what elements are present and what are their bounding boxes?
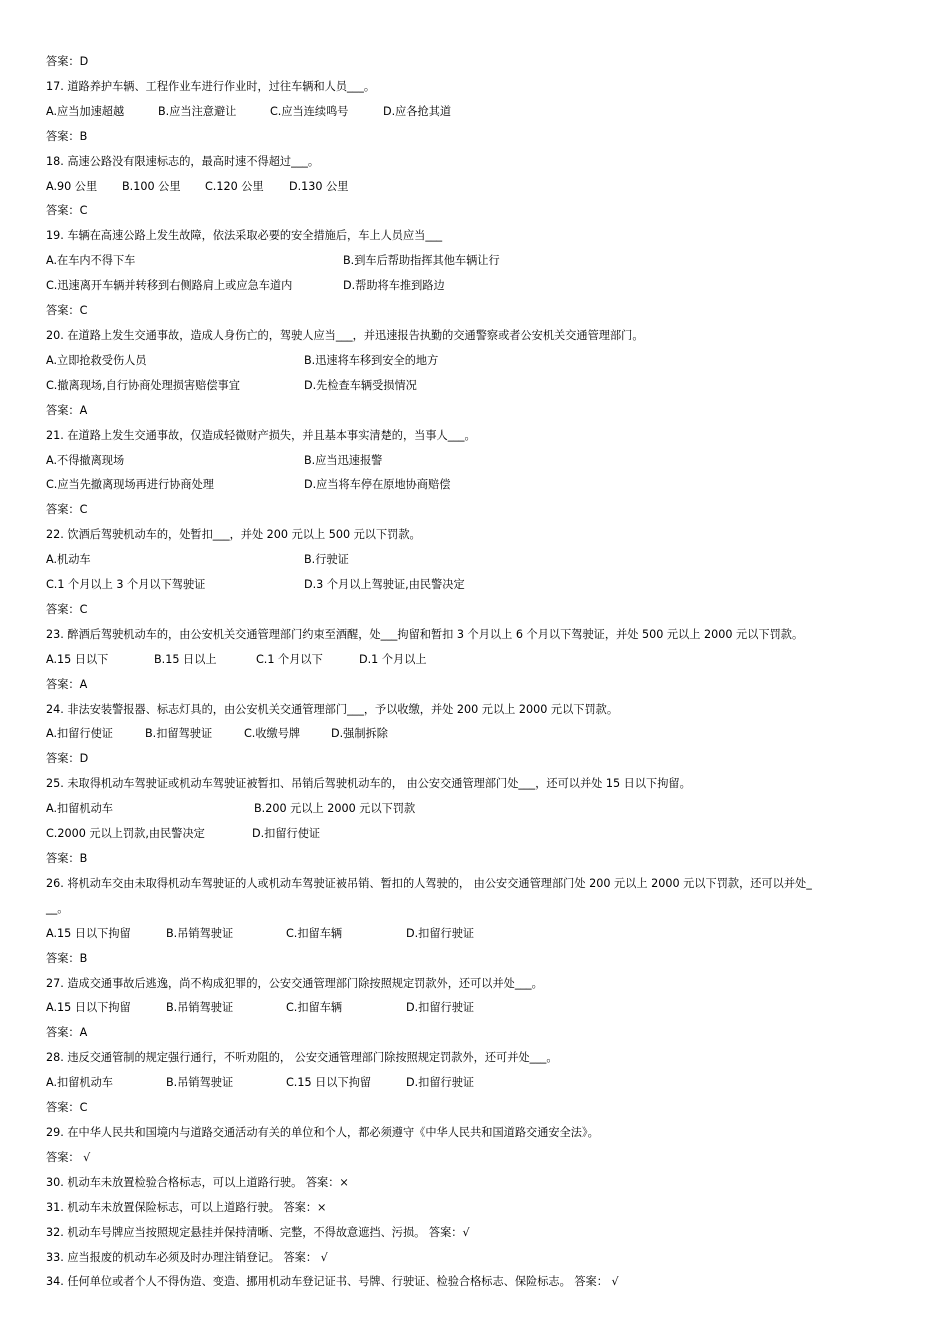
question-line: 17. 道路养护车辆、工程作业车进行作业时，过往车辆和人员___。 [46, 79, 376, 93]
answer-option: A.扣留机动车 [46, 802, 113, 816]
answer-option: A.90 公里 [46, 179, 98, 193]
answer-line: 答案：A [46, 403, 88, 417]
option-row [46, 648, 916, 673]
option-row [46, 374, 916, 399]
answer-option: D.先检查车辆受损情况 [304, 378, 417, 392]
question-line: 32. 机动车号牌应当按照规定悬挂并保持清晰、完整，不得故意遮挡、污损。 答案：√ [46, 1225, 470, 1239]
question-line: __。 [46, 901, 69, 915]
answer-option: A.15 日以下拘留 [46, 926, 131, 940]
answer-option: C.应当连续鸣号 [270, 104, 349, 118]
option-row [46, 473, 916, 498]
question-line: 30. 机动车未放置检验合格标志，可以上道路行驶。 答案：× [46, 1175, 349, 1189]
question-line: 25. 未取得机动车驾驶证或机动车驾驶证被暂扣、吊销后驾驶机动车的， 由公安交通管理部门处___，还可以并处 15 日以下拘留。 [46, 777, 691, 791]
question-line: 33. 应当报废的机动车必须及时办理注销登记。 答案： √ [46, 1250, 328, 1264]
answer-option: B.扣留驾驶证 [145, 727, 213, 741]
option-row [46, 449, 916, 474]
answer-option: D.扣留行驶证 [406, 926, 475, 940]
option-row [46, 922, 916, 947]
answer-option: D.130 公里 [289, 179, 349, 193]
answer-line: 答案：B [46, 951, 88, 965]
question-line: 31. 机动车未放置保险标志，可以上道路行驶。 答案：× [46, 1200, 327, 1214]
option-row [46, 822, 916, 847]
question-line: 24. 非法安装警报器、标志灯具的，由公安机关交通管理部门___，予以收缴，并处 200 元以上 2000 元以下罚款。 [46, 702, 619, 716]
answer-line: 答案：D [46, 752, 89, 766]
answer-option: C.扣留车辆 [286, 1001, 343, 1015]
answer-option: A.扣留行使证 [46, 727, 113, 741]
question-line: 27. 造成交通事故后逃逸，尚不构成犯罪的，公安交通管理部门除按照规定罚款外，还可以并处___。 [46, 976, 543, 990]
answer-option: B.15 日以上 [154, 652, 217, 666]
answer-option: D.1 个月以上 [359, 652, 427, 666]
answer-line: 答案：C [46, 204, 88, 218]
option-row [46, 349, 916, 374]
question-line: 28. 违反交通管制的规定强行通行，不听劝阻的， 公安交通管理部门除按照规定罚款外，还可并处___。 [46, 1051, 558, 1065]
answer-option: B.吊销驾驶证 [166, 1076, 234, 1090]
option-row [46, 249, 916, 274]
answer-option: B.应当注意避让 [158, 104, 237, 118]
answer-option: C.1 个月以上 3 个月以下驾驶证 [46, 578, 206, 592]
option-row [46, 722, 916, 747]
answer-option: B.应当迅速报警 [304, 453, 383, 467]
answer-option: D.扣留行驶证 [406, 1001, 475, 1015]
answer-line: 答案：C [46, 503, 88, 517]
answer-option: C.应当先撤离现场再进行协商处理 [46, 478, 214, 492]
answer-option: A.在车内不得下车 [46, 254, 136, 268]
answer-option: C.2000 元以上罚款,由民警决定 [46, 827, 205, 841]
option-row [46, 573, 916, 598]
answer-option: D.扣留行使证 [252, 827, 321, 841]
option-row [46, 274, 916, 299]
answer-option: A.应当加速超越 [46, 104, 125, 118]
answer-option: D.帮助将车推到路边 [343, 279, 445, 293]
answer-option: A.15 日以下拘留 [46, 1001, 131, 1015]
answer-option: C.扣留车辆 [286, 926, 343, 940]
answer-option: C.撤离现场,自行协商处理损害赔偿事宜 [46, 378, 240, 392]
exam-document [46, 50, 916, 1295]
answer-option: C.1 个月以下 [256, 652, 323, 666]
answer-option: A.不得撤离现场 [46, 453, 125, 467]
answer-option: C.120 公里 [205, 179, 264, 193]
question-line: 18. 高速公路没有限速标志的，最高时速不得超过___。 [46, 154, 320, 168]
answer-option: D.应各抢其道 [383, 104, 452, 118]
answer-line: 答案：A [46, 677, 88, 691]
question-line: 22. 饮酒后驾驶机动车的，处暂扣___，并处 200 元以上 500 元以下罚款。 [46, 528, 421, 542]
answer-line: 答案： √ [46, 1150, 91, 1164]
answer-option: D.3 个月以上驾驶证,由民警决定 [304, 578, 465, 592]
question-line: 29. 在中华人民共和国境内与道路交通活动有关的单位和个人，都必须遵守《中华人民共和国道路交通安全法》。 [46, 1125, 599, 1139]
question-line: 19. 车辆在高速公路上发生故障，依法采取必要的安全措施后，车上人员应当___ [46, 229, 443, 243]
option-row [46, 797, 916, 822]
answer-line: 答案：C [46, 1101, 88, 1115]
answer-option: B.到车后帮助指挥其他车辆让行 [343, 254, 500, 268]
answer-option: B.100 公里 [122, 179, 181, 193]
answer-option: B.行驶证 [304, 553, 349, 567]
question-line: 20. 在道路上发生交通事故，造成人身伤亡的，驾驶人应当___，并迅速报告执勤的交通警察或者公安机关交通管理部门。 [46, 328, 644, 342]
answer-option: D.扣留行驶证 [406, 1076, 475, 1090]
option-row [46, 175, 916, 200]
answer-option: C.收缴号牌 [244, 727, 301, 741]
option-row [46, 548, 916, 573]
option-row [46, 100, 916, 125]
answer-option: B.吊销驾驶证 [166, 1001, 234, 1015]
answer-line: 答案：A [46, 1026, 88, 1040]
answer-option: B.迅速将车移到安全的地方 [304, 353, 439, 367]
answer-option: C.迅速离开车辆并转移到右侧路肩上或应急车道内 [46, 279, 293, 293]
answer-option: A.立即抢救受伤人员 [46, 353, 147, 367]
question-line: 26. 将机动车交由未取得机动车驾驶证的人或机动车驾驶证被吊销、暂扣的人驾驶的， 由公安交通管理部门处 200 元以上 2000 元以下罚款，还可以并处_ [46, 876, 812, 890]
answer-option: A.扣留机动车 [46, 1076, 113, 1090]
question-line: 21. 在道路上发生交通事故，仅造成轻微财产损失，并且基本事实清楚的，当事人___。 [46, 428, 476, 442]
answer-line: 答案：C [46, 304, 88, 318]
answer-option: A.15 日以下 [46, 652, 109, 666]
option-row [46, 996, 916, 1021]
answer-option: C.15 日以下拘留 [286, 1076, 372, 1090]
answer-option: D.强制拆除 [331, 727, 388, 741]
question-line: 23. 醉酒后驾驶机动车的，由公安机关交通管理部门约束至酒醒，处___拘留和暂扣 3 个月以上 6 个月以下驾驶证，并处 500 元以上 2000 元以下罚款。 [46, 627, 804, 641]
answer-option: A.机动车 [46, 553, 91, 567]
answer-option: B.200 元以上 2000 元以下罚款 [254, 802, 416, 816]
answer-option: D.应当将车停在原地协商赔偿 [304, 478, 451, 492]
option-row [46, 1071, 916, 1096]
answer-line: 答案：B [46, 129, 88, 143]
question-line: 34. 任何单位或者个人不得伪造、变造、挪用机动车登记证书、号牌、行驶证、检验合格标志、保险标志。 答案： √ [46, 1275, 619, 1289]
answer-line: 答案：C [46, 602, 88, 616]
answer-option: B.吊销驾驶证 [166, 926, 234, 940]
answer-line: 答案：B [46, 852, 88, 865]
answer-line: 答案：D [46, 55, 89, 68]
